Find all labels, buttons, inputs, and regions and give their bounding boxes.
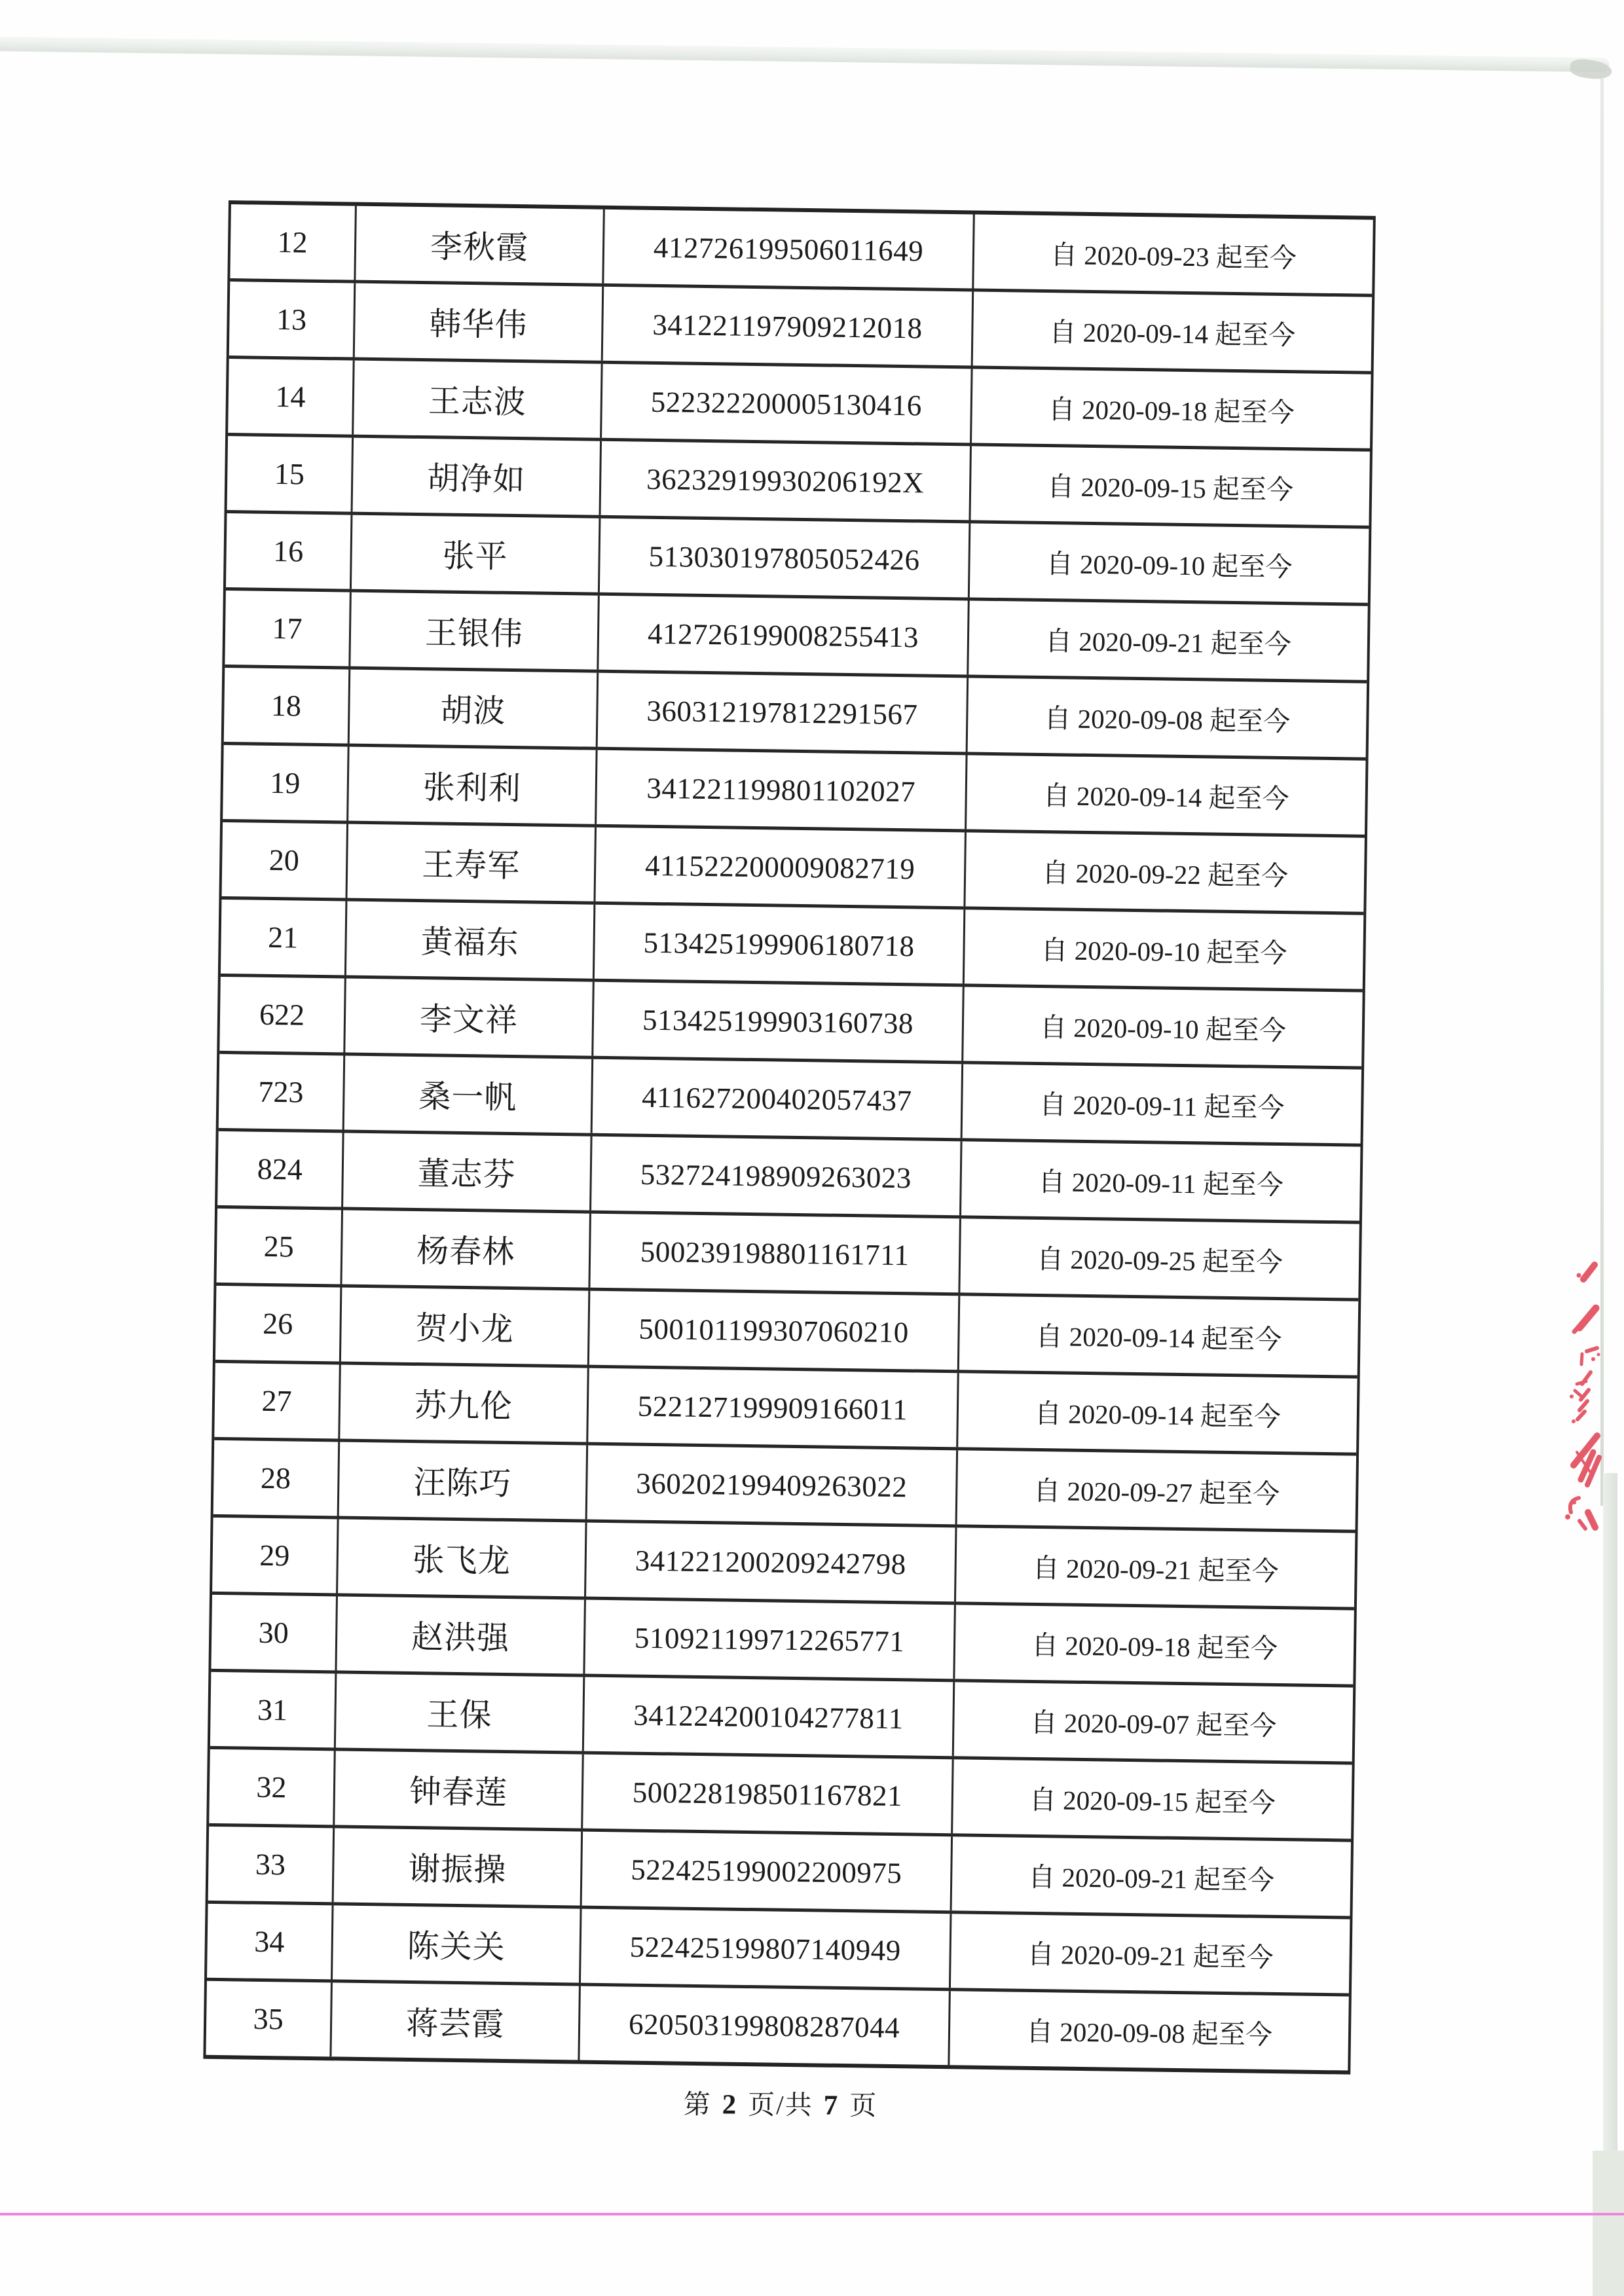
id-number-cell: 513425199906180718: [593, 905, 963, 984]
row-number-cell: 27: [261, 1383, 292, 1418]
table-row: [211, 1592, 1354, 1685]
row-number-cell: 26: [262, 1306, 293, 1341]
name-cell: 苏九伦: [338, 1364, 587, 1442]
period-cell: 自 2020-09-11 起至今: [961, 1064, 1361, 1143]
table-row: [214, 1360, 1357, 1453]
table-row: [206, 1978, 1348, 2071]
row-number-cell: 35: [253, 2001, 284, 2036]
name-cell: 张飞龙: [336, 1519, 585, 1596]
period-cell: 自 2020-09-21 起至今: [950, 1836, 1351, 1916]
name-cell: 王志波: [352, 361, 601, 438]
row-number-cell: 18: [270, 688, 302, 723]
row-number-cell: 16: [272, 534, 304, 568]
table-row: [224, 665, 1367, 757]
period-cell: 自 2020-09-25 起至今: [958, 1218, 1359, 1298]
table-row: [226, 510, 1369, 603]
period-cell: 自 2020-09-18 起至今: [970, 369, 1371, 448]
table-row: [223, 742, 1365, 835]
table-row: [207, 1901, 1350, 1994]
id-number-cell: 341224200104277811: [582, 1677, 953, 1757]
table-row: [229, 278, 1372, 371]
period-cell: 自 2020-09-10 起至今: [963, 909, 1363, 989]
period-cell: 自 2020-09-23 起至今: [972, 214, 1373, 293]
id-number-cell: 360202199409263022: [585, 1446, 956, 1525]
name-cell: 赵洪强: [335, 1596, 584, 1673]
name-cell: 李文祥: [343, 979, 593, 1056]
name-cell: 黄福东: [344, 902, 594, 979]
id-number-cell: 513425199903160738: [591, 982, 962, 1061]
id-number-cell: 500101199307060210: [587, 1291, 958, 1370]
period-cell: 自 2020-09-14 起至今: [956, 1373, 1357, 1452]
period-cell: 自 2020-09-21 起至今: [949, 1914, 1350, 1993]
row-number-cell: 19: [270, 765, 301, 800]
id-number-cell: 411522200009082719: [593, 828, 964, 907]
quarantine-person-table: [203, 200, 1375, 2075]
table-row: [209, 1746, 1352, 1839]
id-number-cell: 341221200209242798: [584, 1523, 955, 1602]
table-row: [208, 1823, 1351, 1916]
period-cell: 自 2020-09-11 起至今: [959, 1141, 1360, 1220]
name-cell: 王银伟: [348, 592, 598, 670]
period-cell: 自 2020-09-21 起至今: [954, 1527, 1355, 1607]
id-number-cell: 522322200005130416: [600, 364, 970, 443]
id-number-cell: 522425199807140949: [579, 1909, 950, 1988]
row-number-cell: 21: [267, 920, 299, 955]
id-number-cell: 522127199909166011: [586, 1368, 957, 1448]
id-number-cell: 500228198501167821: [581, 1755, 951, 1834]
id-number-cell: 510921199712265771: [583, 1600, 953, 1679]
footer-suffix: 页: [849, 2090, 878, 2121]
period-cell: 自 2020-09-15 起至今: [969, 446, 1369, 525]
id-number-cell: 36232919930206192X: [599, 441, 970, 520]
period-cell: 自 2020-09-21 起至今: [967, 600, 1367, 680]
table-row: [230, 204, 1373, 294]
page-number: 2: [722, 2089, 738, 2121]
name-cell: 汪陈巧: [337, 1442, 587, 1519]
period-cell: 自 2020-09-10 起至今: [961, 987, 1362, 1066]
period-cell: 自 2020-09-10 起至今: [968, 523, 1369, 602]
row-number-cell: 32: [256, 1770, 287, 1804]
quarantine-table-body: [206, 204, 1373, 2070]
row-number-cell: 25: [263, 1229, 295, 1264]
table-row: [219, 974, 1362, 1066]
page-footer: [0, 2077, 1593, 2127]
name-cell: 韩华伟: [353, 283, 602, 361]
name-cell: 谢振操: [332, 1828, 581, 1905]
row-number-cell: 28: [260, 1461, 291, 1495]
table-row: [210, 1669, 1353, 1762]
table-row: [222, 819, 1365, 912]
name-cell: 桑一帆: [342, 1056, 592, 1133]
scanner-pink-line: [0, 2213, 1624, 2215]
table-row: [217, 1128, 1360, 1221]
table-row: [215, 1283, 1358, 1376]
id-number-cell: 412726199008255413: [597, 596, 967, 675]
name-cell: 胡波: [348, 670, 597, 747]
table-row: [228, 355, 1371, 448]
period-cell: 自 2020-09-27 起至今: [955, 1450, 1356, 1529]
row-number-cell: 33: [255, 1847, 286, 1882]
name-cell: 李秋霞: [354, 206, 603, 283]
row-number-cell: 14: [275, 380, 306, 414]
row-number-cell: 622: [259, 997, 305, 1032]
row-number-cell: 17: [272, 611, 303, 646]
scan-streak-artifact: [0, 37, 1610, 72]
id-number-cell: 360312197812291567: [596, 673, 967, 752]
name-cell: 张平: [350, 515, 599, 592]
name-cell: 蒋芸霞: [329, 1982, 579, 2060]
period-cell: 自 2020-09-14 起至今: [965, 755, 1365, 834]
name-cell: 杨春林: [340, 1210, 589, 1287]
id-number-cell: 341221197909212018: [601, 287, 972, 366]
row-number-cell: 723: [258, 1074, 304, 1109]
id-number-cell: 522425199002200975: [580, 1832, 951, 1911]
table-row: [219, 1051, 1361, 1144]
id-number-cell: 620503199808287044: [578, 1986, 948, 2066]
name-cell: 王保: [334, 1673, 583, 1751]
table-row: [225, 587, 1367, 680]
name-cell: 贺小龙: [339, 1287, 589, 1364]
row-number-cell: 31: [257, 1692, 288, 1727]
id-number-cell: 500239198801161711: [588, 1214, 959, 1293]
id-number-cell: 513030197805052426: [598, 519, 969, 598]
period-cell: 自 2020-09-18 起至今: [953, 1605, 1354, 1684]
table-row: [227, 433, 1370, 526]
row-number-cell: 824: [257, 1152, 303, 1186]
scan-streak-tip: [1569, 58, 1613, 81]
period-cell: 自 2020-09-22 起至今: [963, 832, 1364, 911]
period-cell: 自 2020-09-07 起至今: [952, 1682, 1353, 1761]
row-number-cell: 20: [268, 843, 300, 877]
id-number-cell: 412726199506011649: [602, 210, 972, 289]
period-cell: 自 2020-09-08 起至今: [948, 1991, 1348, 2070]
table-row: [221, 896, 1363, 989]
name-cell: 王寿军: [346, 824, 595, 902]
period-cell: 自 2020-09-15 起至今: [951, 1759, 1352, 1838]
period-cell: 自 2020-09-08 起至今: [966, 678, 1367, 757]
name-cell: 胡净如: [351, 438, 600, 515]
row-number-cell: 15: [274, 456, 305, 491]
row-number-cell: 29: [259, 1538, 290, 1573]
id-number-cell: 341221199801102027: [595, 750, 965, 829]
table-row: [216, 1205, 1359, 1298]
period-cell: 自 2020-09-14 起至今: [957, 1296, 1358, 1375]
period-cell: 自 2020-09-14 起至今: [971, 291, 1372, 371]
footer-prefix: 第: [683, 2088, 712, 2120]
total-pages: 7: [823, 2090, 840, 2121]
table-row: [212, 1514, 1355, 1607]
row-number-cell: 30: [258, 1615, 289, 1650]
id-number-cell: 532724198909263023: [589, 1137, 960, 1216]
red-stamp-fragment: [1560, 1256, 1608, 1539]
scan-edge-band-bottom: [1593, 2151, 1624, 2296]
row-number-cell: 13: [276, 302, 307, 337]
row-number-cell: 12: [277, 225, 308, 259]
id-number-cell: 411627200402057437: [591, 1059, 961, 1139]
table-row: [213, 1437, 1356, 1530]
name-cell: 董志芬: [341, 1133, 591, 1210]
row-number-cell: 34: [253, 1924, 285, 1959]
name-cell: 张利利: [346, 747, 596, 824]
name-cell: 陈关关: [331, 1905, 580, 1982]
name-cell: 钟春莲: [333, 1751, 582, 1828]
footer-separator: 页/共: [748, 2089, 813, 2121]
